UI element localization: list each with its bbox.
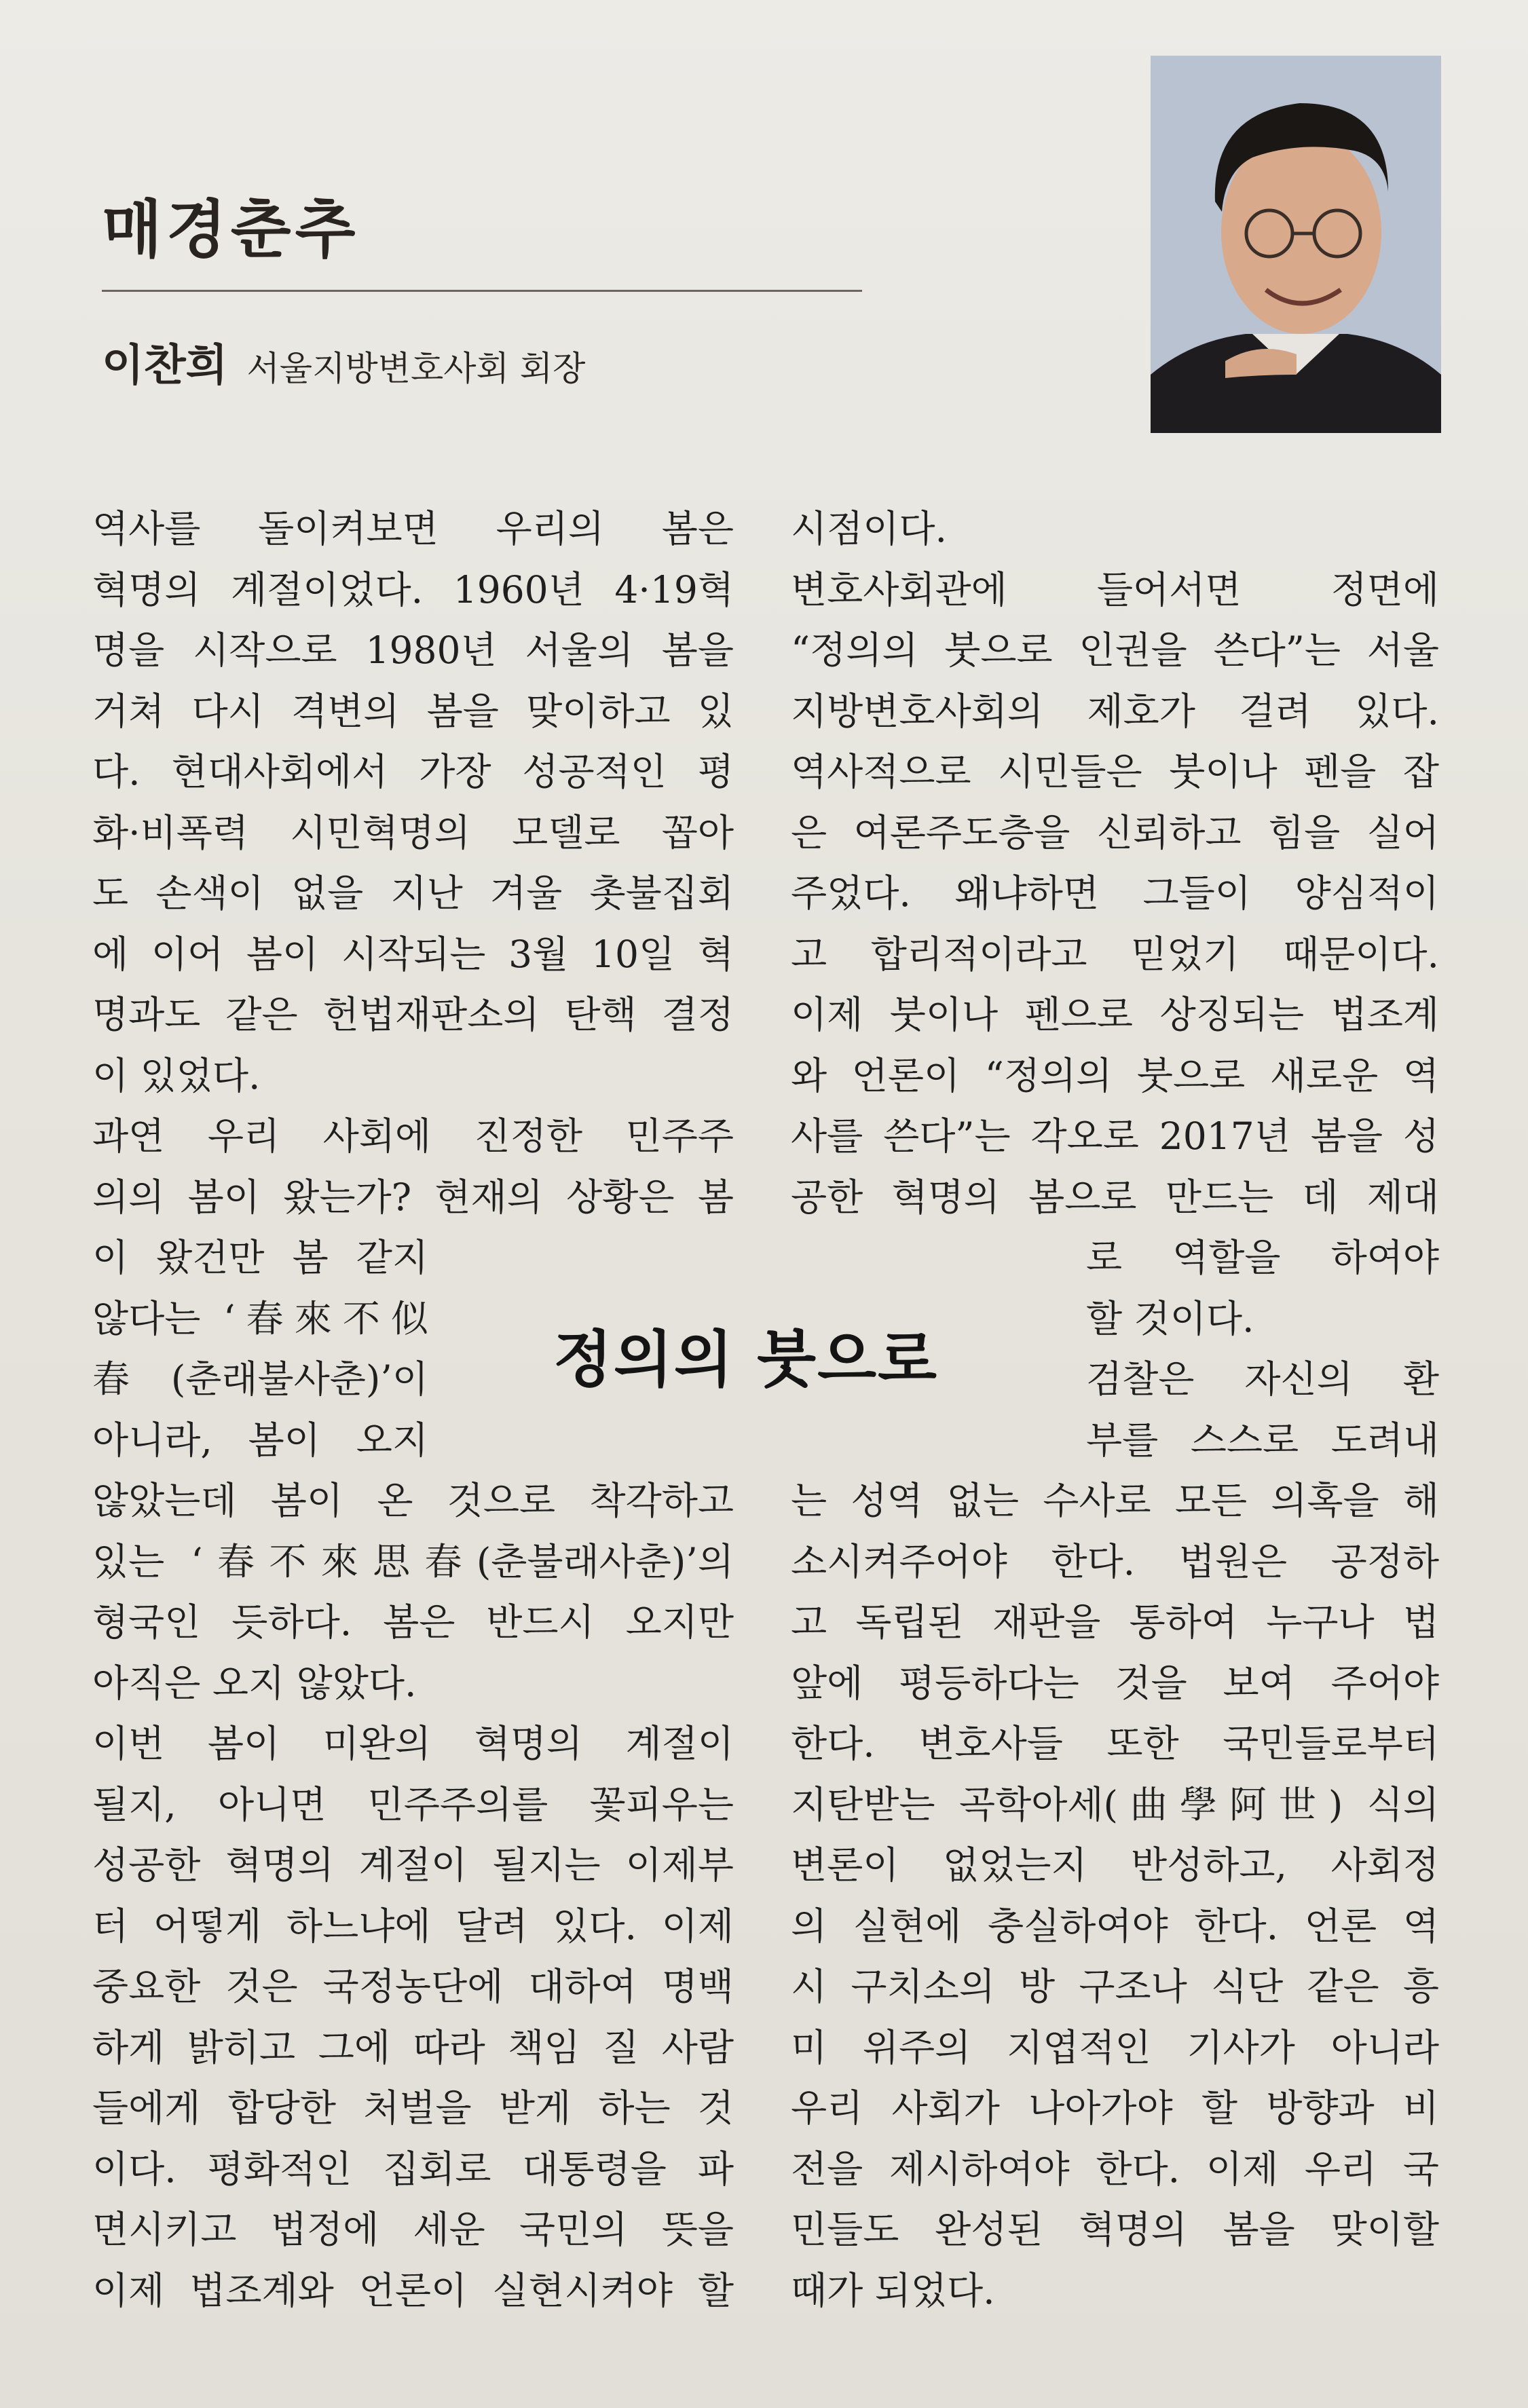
text-line: 않다는 ‘春來不似 (92, 1296, 428, 1340)
portrait-image (1151, 56, 1441, 433)
text-line: 고 독립된 재판을 통하여 누구나 법 (791, 1600, 1439, 1644)
text-line: 로 역할을 하여야 (1086, 1236, 1439, 1279)
author-affiliation: 서울지방변호사회 회장 (246, 349, 586, 388)
text-line: 이다. 평화적인 집회로 대통령을 파 (92, 2147, 734, 2191)
text-line: 와 언론이 “정의의 붓으로 새로운 역 (791, 1053, 1439, 1097)
text-line: 터 어떻게 하느냐에 달려 있다. 이제 (92, 1904, 734, 1948)
text-line: 다. 현대사회에서 가장 성공적인 평 (92, 750, 734, 793)
byline (102, 331, 585, 393)
text-line: 주었다. 왜냐하면 그들이 양심적이 (791, 871, 1439, 915)
text-line: 부를 스스로 도려내 (1086, 1418, 1439, 1462)
text-line: “정의의 붓으로 인권을 쓴다”는 서울 (791, 628, 1439, 672)
author-photo (1151, 56, 1441, 433)
text-line: 혁명의 계절이었다. 1960년 4·19혁 (92, 567, 734, 612)
text-line: 이제 법조계와 언론이 실현시켜야 할 (92, 2268, 734, 2312)
text-line: 사를 쓴다”는 각오로 2017년 봄을 성 (791, 1114, 1439, 1158)
text-line: 지방변호사회의 제호가 걸려 있다. (791, 689, 1439, 733)
author-name: 이찬희 (102, 341, 228, 391)
text-line: 앞에 평등하다는 것을 보여 주어야 (791, 1661, 1439, 1705)
text-line: 중요한 것은 국정농단에 대하여 명백 (92, 1965, 734, 2008)
text-line: 화·비폭력 시민혁명의 모델로 꼽아 (92, 810, 734, 854)
article-headline: 정의의 붓으로 (553, 1324, 938, 1395)
text-line: 들에게 합당한 처벌을 받게 하는 것 (92, 2086, 734, 2130)
text-line: 미 위주의 지엽적인 기사가 아니라 (791, 2025, 1439, 2069)
text-line: 소시켜주어야 한다. 법원은 공정하 (791, 1539, 1439, 1583)
text-line: 시 구치소의 방 구조나 식단 같은 흥 (791, 1965, 1439, 2008)
text-line: 않았는데 봄이 온 것으로 착각하고 (92, 1479, 734, 1522)
text-line: 변호사회관에 들어서면 정면에 (791, 567, 1439, 612)
text-line: 아직은 오지 않았다. (92, 1661, 417, 1705)
text-line: 지탄받는 곡학아세(曲學阿世) 식의 (791, 1782, 1439, 1826)
text-line: 할 것이다. (1086, 1296, 1254, 1340)
text-line: 성공한 혁명의 계절이 될지는 이제부 (92, 1843, 734, 1887)
text-line: 의의 봄이 왔는가? 현재의 상황은 봄 (92, 1175, 734, 1219)
text-line: 한다. 변호사들 또한 국민들로부터 (791, 1722, 1439, 1765)
text-line: 에 이어 봄이 시작되는 3월 10일 혁 (92, 932, 734, 976)
text-line: 고 합리적이라고 믿었기 때문이다. (791, 932, 1439, 976)
text-line: 아니라, 봄이 오지 (92, 1418, 428, 1462)
text-line: 의 실현에 충실하여야 한다. 언론 역 (791, 1904, 1439, 1948)
text-line: 은 여론주도층을 신뢰하고 힘을 실어 (791, 810, 1439, 854)
right-column (791, 499, 1439, 2321)
title-divider (102, 290, 862, 292)
left-column (92, 499, 734, 2321)
text-line: 될지, 아니면 민주주의를 꽃피우는 (92, 1782, 734, 1826)
text-line: 면시키고 법정에 세운 국민의 뜻을 (92, 2208, 734, 2251)
text-line: 이제 붓이나 펜으로 상징되는 법조계 (791, 993, 1439, 1036)
text-line: 우리 사회가 나아가야 할 방향과 비 (791, 2086, 1439, 2130)
text-line: 때가 되었다. (791, 2268, 995, 2312)
text-line: 시점이다. (791, 507, 948, 550)
text-line: 春(춘래불사춘)’이 (92, 1357, 428, 1401)
text-line: 역사를 돌이켜보면 우리의 봄은 (92, 507, 734, 550)
text-line: 과연 우리 사회에 진정한 민주주 (92, 1114, 734, 1158)
text-line: 이번 봄이 미완의 혁명의 계절이 (92, 1722, 734, 1765)
text-line: 도 손색이 없을 지난 겨울 촛불집회 (92, 871, 734, 915)
text-line: 공한 혁명의 봄으로 만드는 데 제대 (791, 1175, 1439, 1219)
text-line: 는 성역 없는 수사로 모든 의혹을 해 (791, 1479, 1439, 1522)
text-line: 거쳐 다시 격변의 봄을 맞이하고 있 (92, 689, 734, 733)
text-line: 형국인 듯하다. 봄은 반드시 오지만 (92, 1600, 734, 1644)
text-line: 이 있었다. (92, 1053, 261, 1097)
text-line: 변론이 없었는지 반성하고, 사회정 (791, 1843, 1439, 1887)
text-line: 전을 제시하여야 한다. 이제 우리 국 (791, 2147, 1439, 2191)
text-line: 명을 시작으로 1980년 서울의 봄을 (92, 628, 734, 672)
column-title: 매경춘추 (102, 193, 360, 266)
text-line: 하게 밝히고 그에 따라 책임 질 사람 (92, 2025, 734, 2069)
text-line: 역사적으로 시민들은 붓이나 펜을 잡 (791, 750, 1439, 793)
text-line: 검찰은 자신의 환 (1086, 1357, 1439, 1401)
text-line: 이 왔건만 봄 같지 (92, 1236, 428, 1279)
text-line: 민들도 완성된 혁명의 봄을 맞이할 (791, 2208, 1439, 2251)
text-line: 명과도 같은 헌법재판소의 탄핵 결정 (92, 993, 734, 1036)
text-line: 있는 ‘春不來思春(춘불래사춘)’의 (92, 1539, 734, 1583)
